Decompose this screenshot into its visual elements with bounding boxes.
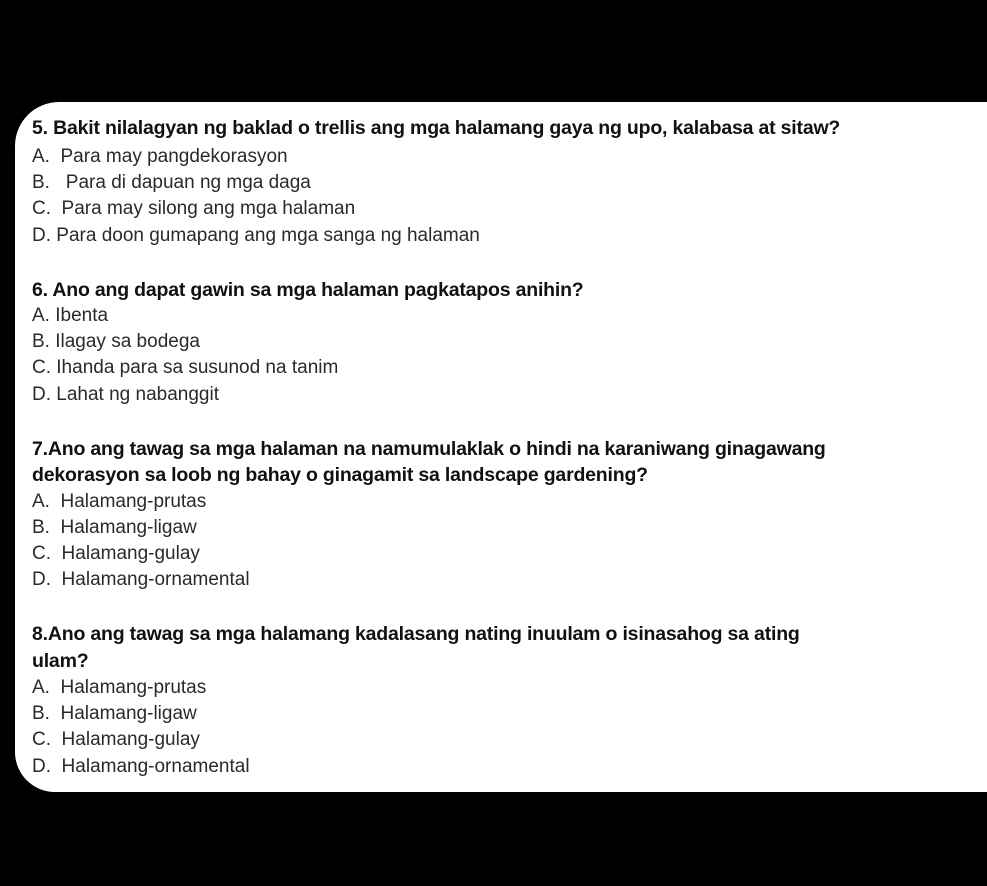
question-7-line-1: 7.Ano ang tawag sa mga halaman na namumulaklak o hindi na karaniwang ginagawang <box>32 438 826 460</box>
q7-option-d: D. Halamang-ornamental <box>32 569 250 590</box>
q5-option-b: B. Para di dapuan ng mga daga <box>32 172 311 193</box>
question-8-line-1: 8.Ano ang tawag sa mga halamang kadalasang nating inuulam o isinasahog sa ating <box>32 623 800 645</box>
question-5: 5. Bakit nilalagyan ng baklad o trellis ang mga halamang gaya ng upo, kalabasa at sitaw? <box>32 117 841 139</box>
q5-option-c: C. Para may silong ang mga halaman <box>32 198 356 219</box>
q6-option-d: D. Lahat ng nabanggit <box>32 384 219 405</box>
q6-option-b: B. Ilagay sa bodega <box>32 331 200 352</box>
q6-option-c: C. Ihanda para sa susunod na tanim <box>32 357 339 378</box>
q5-option-d: D. Para doon gumapang ang mga sanga ng halaman <box>32 225 480 246</box>
question-6: 6. Ano ang dapat gawin sa mga halaman pagkatapos anihin? <box>32 279 584 301</box>
q8-option-d: D. Halamang-ornamental <box>32 756 250 777</box>
document-page-edge <box>900 102 987 792</box>
q8-option-a: A. Halamang-prutas <box>32 677 207 698</box>
q7-option-b: B. Halamang-ligaw <box>32 517 197 538</box>
q7-option-c: C. Halamang-gulay <box>32 543 200 564</box>
q8-option-b: B. Halamang-ligaw <box>32 703 197 724</box>
question-8-line-2: ulam? <box>32 650 89 672</box>
q6-option-a: A. Ibenta <box>32 305 109 326</box>
q7-option-a: A. Halamang-prutas <box>32 491 207 512</box>
question-7-line-2: dekorasyon sa loob ng bahay o ginagamit sa landscape gardening? <box>32 464 648 486</box>
q8-option-c: C. Halamang-gulay <box>32 729 200 750</box>
q5-option-a: A. Para may pangdekorasyon <box>32 146 288 167</box>
